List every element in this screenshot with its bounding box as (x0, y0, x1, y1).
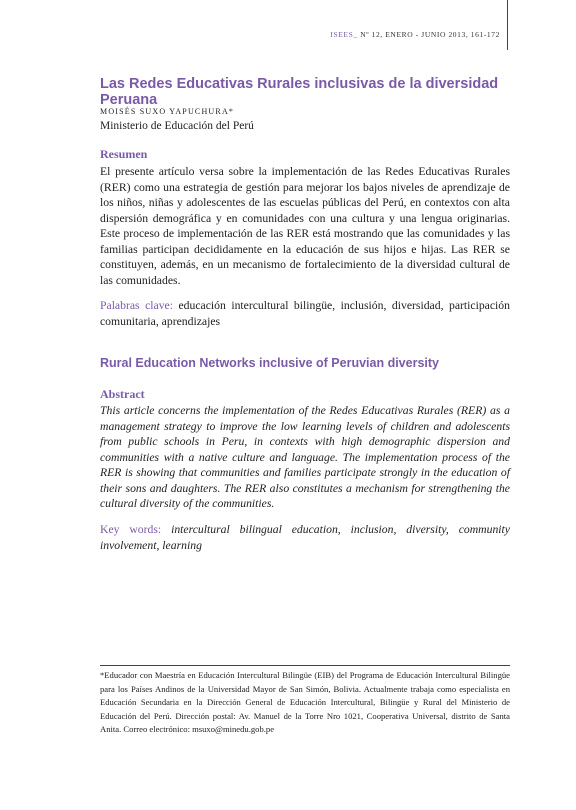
issue-info: Nº 12, ENERO - JUNIO 2013, 161-172 (360, 30, 500, 39)
resumen-heading: Resumen (100, 147, 148, 161)
running-header (330, 30, 500, 39)
key-words (100, 522, 510, 553)
key-words-text: intercultural bilingual education, inclusion, diversity, community involvement, learning (100, 523, 510, 552)
author-affiliation: Ministerio de Educación del Perú (100, 120, 254, 132)
abstract-heading: Abstract (100, 387, 145, 401)
author-footnote: *Educador con Maestría en Educación Intercultural Bilingüe (EIB) del Programa de Educación Intercultural Bilingüe para los Países Andinos de la Universidad Mayor de San Simón, Bolivia. Actualmente trabaja como especialista en Educación Secundaria en la Dirección General de Educación Intercultural, Bilingüe y Rural del Ministerio de Educación del Perú. Dirección postal: Av. Manuel de la Torre Nro 1021, Cooperativa Universal, distrito de Santa Anita. Correo electrónico: msuxo@minedu.gob.pe (100, 670, 510, 734)
header-vertical-rule (507, 0, 508, 50)
article-title: Las Redes Educativas Rurales inclusivas de la diversidad Peruana (100, 76, 499, 108)
key-words-label: Key words: (100, 523, 162, 536)
english-title: Rural Education Networks inclusive of Peruvian diversity (100, 356, 439, 370)
palabras-clave (100, 298, 510, 329)
abstract-text: This article concerns the implementation of the Redes Educativas Rurales (RER) as a management strategy to improve the low learning levels of children and adolescents from public schools in Peru, in contexts with high demographic dispersion and communities with a native culture and language. The implementation process of the RER is showing that communities and families participate strongly in the education of their sons and daughters. The RER also constitutes a mechanism for strengthening the cultural diversity of the communities. (100, 404, 510, 510)
journal-name: ISEES_ (330, 30, 358, 39)
palabras-clave-text: educación intercultural bilingüe, inclusión, diversidad, participación comunitaria, aprendizajes (100, 299, 510, 328)
author-name: MOISÉS SUXO YAPUCHURA* (100, 107, 235, 116)
footnote-rule (100, 665, 510, 666)
palabras-clave-label: Palabras clave: (100, 299, 173, 312)
resumen-text: El presente artículo versa sobre la implementación de las Redes Educativas Rurales (RER) como una estrategia de gestión para mejorar los bajos niveles de aprendizaje de los niños, niñas y adolescentes de las escuelas públicas del Perú, en contextos con alta dispersión demográfica y en comunidades con una cultura y una lengua originarias. Este proceso de implementación de las RER está mostrando que las comunidades y las familias participan decididamente en la educación de sus hijos e hijas. Las RER se constituyen, además, en un mecanismo de fortalecimiento de la diversidad cultural de las comunidades. (100, 165, 510, 287)
